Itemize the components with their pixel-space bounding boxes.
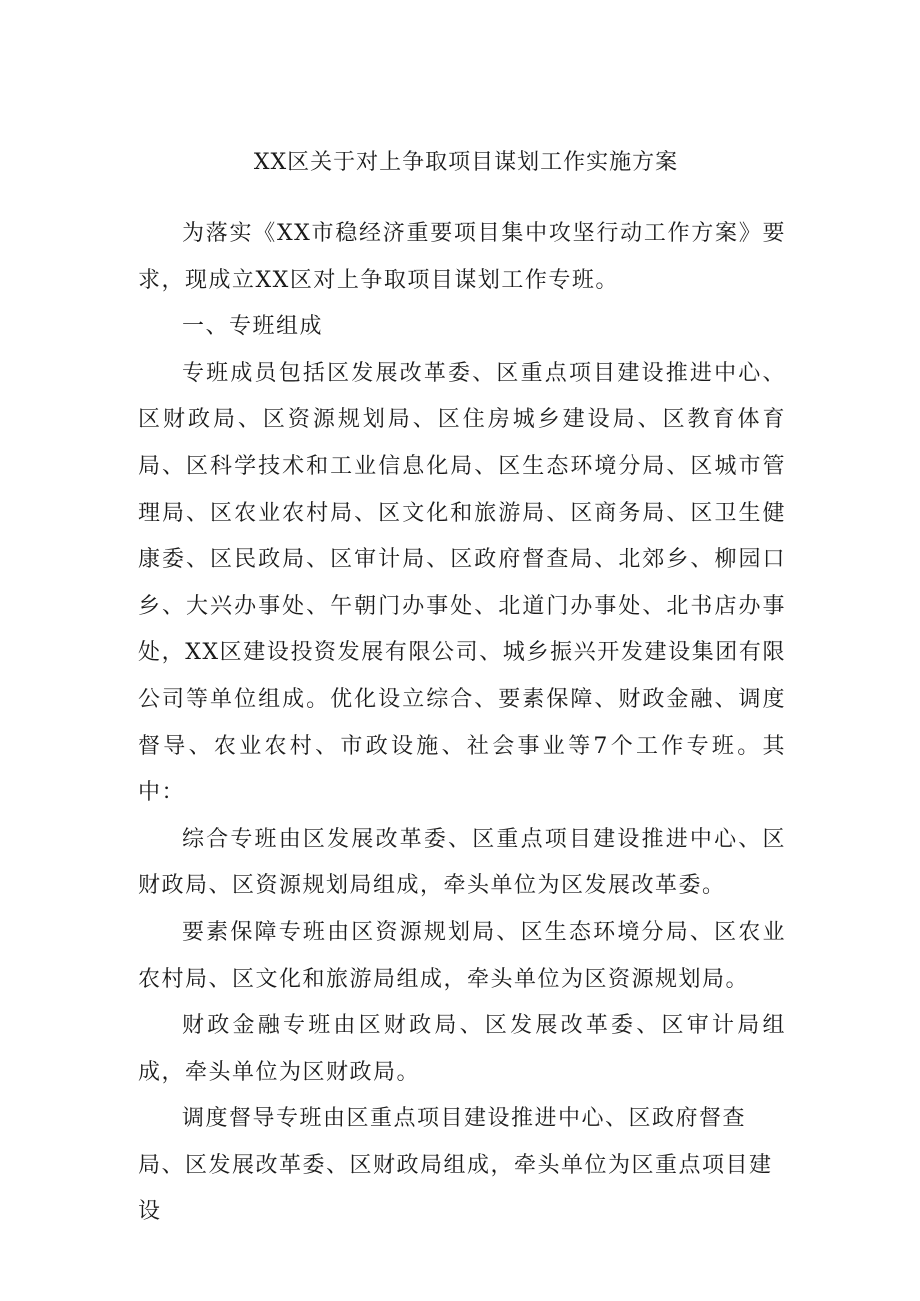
section-heading-1: 一、专班组成	[182, 314, 324, 340]
paragraph-comprehensive-team: 综合专班由区发展改革委、区重点项目建设推进中心、区财政局、区资源规划局组成，牵头单位为区发展改革委。	[138, 826, 786, 899]
paragraph-members: 专班成员包括区发展改革委、区重点项目建设推进中心、区财政局、区资源规划局、区住房城乡建设局、区教育体育局、区科学技术和工业信息化局、区生态环境分局、区城市管理局、区农业农村局、区文化和旅游局、区商务局、区卫生健康委、区民政局、区审计局、区政府督查局、北郊乡、柳园口乡、大兴办事处、午朝门办事处、北道门办事处、北书店办事处，XX区建设投资发展有限公司、城乡振兴开发建设集团有限公司等单位组成。优化设立综合、要素保障、财政金融、调度督导、农业农村、市政设施、社会事业等7个工作专班。其中：	[138, 360, 786, 806]
paragraph-factor-team: 要素保障专班由区资源规划局、区生态环境分局、区农业农村局、区文化和旅游局组成，牵头单位为区资源规划局。	[138, 919, 786, 992]
paragraph-dispatch-team: 调度督导专班由区重点项目建设推进中心、区政府督查局、区发展改革委、区财政局组成，牵头单位为区重点项目建设	[138, 1106, 773, 1225]
document-title: XX区关于对上争取项目谋划工作实施方案	[253, 150, 679, 175]
paragraph-finance-team: 财政金融专班由区财政局、区发展改革委、区审计局组成，牵头单位为区财政局。	[138, 1013, 786, 1085]
intro-paragraph: 为落实《XX市稳经济重要项目集中攻坚行动工作方案》要求，现成立XX区对上争取项目谋划工作专班。	[138, 221, 786, 293]
